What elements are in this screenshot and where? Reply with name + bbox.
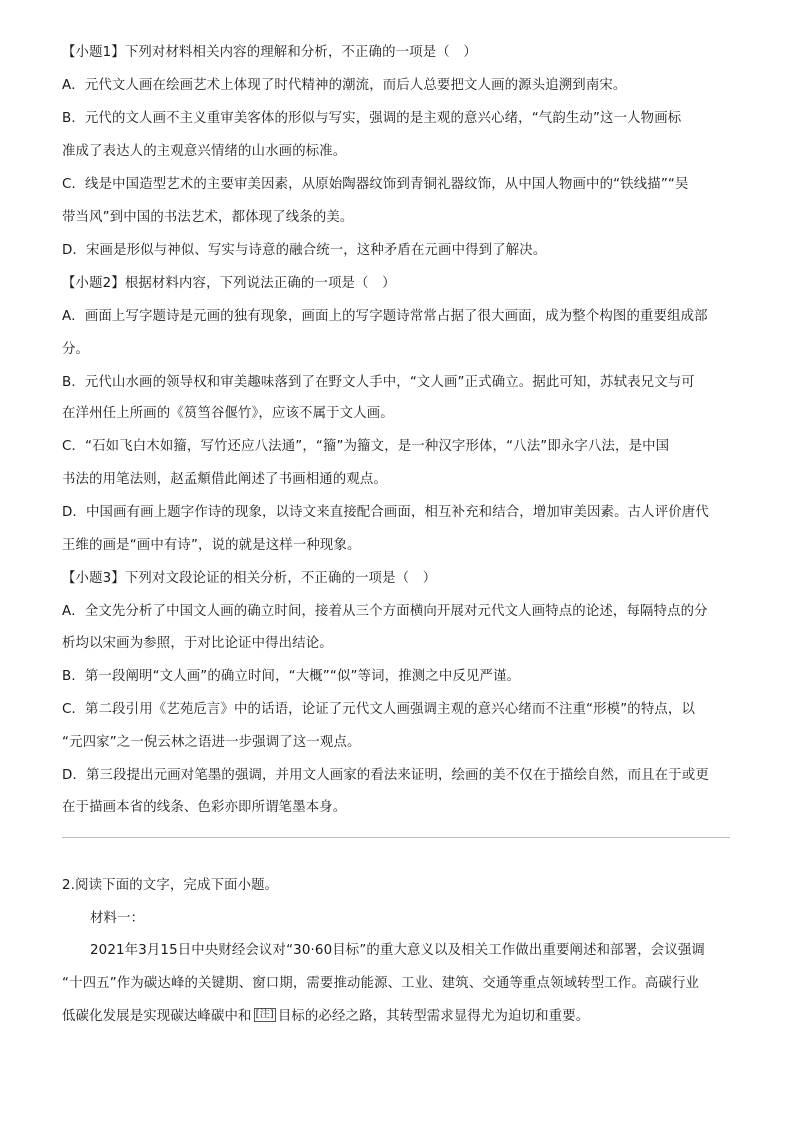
q2-option-b-line2: 在洋州任上所画的《筼筜谷偃竹》，应该不属于文人画。 [62,406,394,421]
q3-option-c-line1: C．第二段引用《艺苑卮言》中的话语，论证了元代文人画强调主观的意兴心绪而不注重“形模”的特点，以 [62,702,695,717]
q3-option-d-line2: 在于描画本省的线条、色彩亦即所谓笔墨本身。 [62,800,347,815]
q1-option-c-line1: C．线是中国造型艺术的主要审美因素，从原始陶器纹饰到青铜礼器纹饰，从中国人物画中的“铁线描”“吴 [62,177,689,192]
material-one-label: 材料一： [90,911,145,926]
q2-option-b-line1: B．元代山水画的领导权和审美趣味落到了在野文人手中，“文人画”正式确立。据此可知，苏轼表兄文与可 [62,375,695,390]
q1-option-d: D．宋画是形似与神似、写实与诗意的融合统一，这种矛盾在元画中得到了解决。 [62,243,547,258]
paragraph-text-before-note: 低碳化发展是实现碳达峰碳中和 [62,1009,252,1024]
material-one-paragraph-line2: “十四五”作为碳达峰的关键期、窗口期，需要推动能源、工业、建筑、交通等重点领域转型工作。高碳行业 [62,976,700,991]
section2-heading: 2.阅读下面的文字，完成下面小题。 [62,878,279,893]
q3-option-c-line2: “元四家”之一倪云林之语进一步强调了这一观点。 [62,735,361,750]
q1-option-c-line2: 带当风”到中国的书法艺术，都体现了线条的美。 [62,210,354,225]
q2-option-a-line2: 分。 [62,342,90,357]
material-one-paragraph-line1: 2021年3月15日中央财经会议对“30·60目标”的重大意义以及相关工作做出重要阐述和部署，会议强调 [90,943,705,958]
q3-stem: 【小题3】下列对文段论证的相关分析，不正确的一项是（ ） [62,571,437,586]
q2-option-a-line1: A．画面上写字题诗是元画的独有现象，画面上的写字题诗常常占据了很大画面，成为整个构图的重要组成部 [62,309,708,324]
q2-option-c-line2: 书法的用笔法则，赵孟頫借此阐述了书画相通的观点。 [62,472,387,487]
q1-option-a: A．元代文人画在绘画艺术上体现了时代精神的潮流，而后人总要把文人画的源头追溯到南宋。 [62,78,627,93]
q3-option-a-line2: 析均以宋画为参照，于对比论证中得出结论。 [62,636,333,651]
section-divider [62,837,730,838]
q2-option-d-line2: 王维的画是“画中有诗”，说的就是这样一种现象。 [62,538,361,553]
material-one-paragraph-line3 [62,1008,589,1026]
q3-option-b: B．第一段阐明“文人画”的确立时间，“大概”“似”等词，推测之中反见严谨。 [62,669,521,684]
q2-option-c-line1: C．“石如飞白木如籀，写竹还应八法通”，“籀”为籀文，是一种汉字形体，“八法”即永字八法，是中国 [62,439,670,454]
q3-option-a-line1: A．全文先分析了中国文人画的确立时间，接着从三个方面横向开展对元代文人画特点的论述，每隔特点的分 [62,604,708,619]
q1-option-b-line2: 准成了表达人的主观意兴情绪的山水画的标准。 [62,144,347,159]
q1-stem: 【小题1】下列对材料相关内容的理解和分析，不正确的一项是（ ） [62,45,477,60]
q1-option-b-line1: B．元代的文人画不主义重审美客体的形似与写实，强调的是主观的意兴心绪，“气韵生动”这一人物画标 [62,111,682,126]
footnote-marker[interactable]: [注] [255,1009,274,1020]
paragraph-text-after-note: 目标的必经之路，其转型需求显得尤为迫切和重要。 [277,1009,590,1024]
q2-stem: 【小题2】根据材料内容，下列说法正确的一项是（ ） [62,276,396,291]
q3-option-d-line1: D．第三段提出元画对笔墨的强调，并用文人画家的看法来证明，绘画的美不仅在于描绘自然，而且在于或更 [62,768,709,783]
q2-option-d-line1: D．中国画有画上题字作诗的现象，以诗文来直接配合画面，相互补充和结合，增加审美因素。古人评价唐代 [62,505,709,520]
